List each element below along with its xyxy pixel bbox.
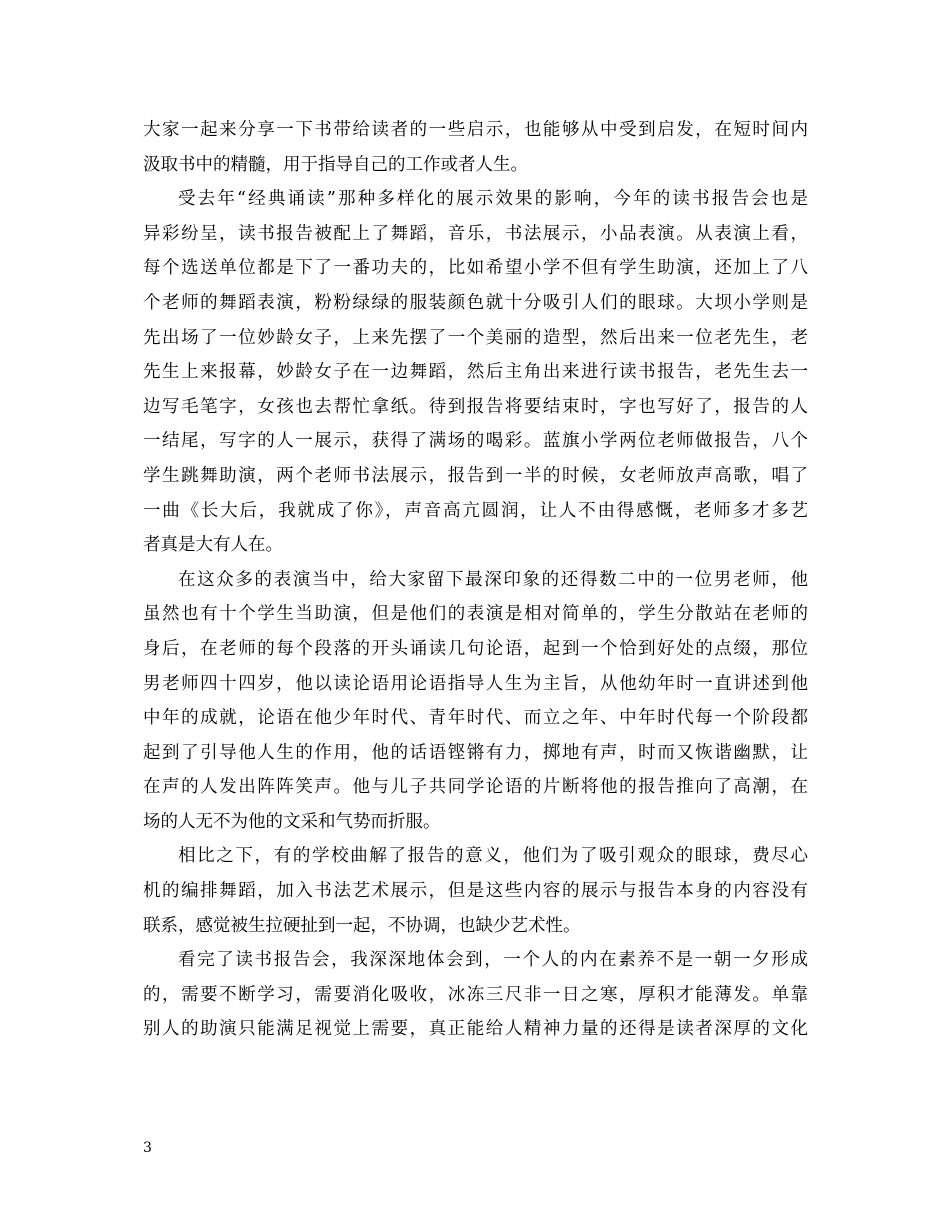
text-line: 虽然也有十个学生当助演，但是他们的表演是相对简单的，学生分散站在老师的 <box>143 604 808 625</box>
text-line: 场的人无不为他的文采和气势而折服。 <box>143 811 441 832</box>
text-line: 一结尾，写字的人一展示，获得了满场的喝彩。蓝旗小学两位老师做报告，八个 <box>143 431 808 452</box>
paragraph <box>143 113 808 182</box>
text-line: 大家一起来分享一下书带给读者的一些启示，也能够从中受到启发，在短时间内 <box>143 120 808 140</box>
text-line: 先生上来报幕，妙龄女子在一边舞蹈，然后主角出来进行读书报告，老先生去一 <box>143 362 808 383</box>
text-line: 看完了读书报告会，我深深地体会到，一个人的内在素养不是一朝一夕形成 <box>178 950 808 971</box>
text-line: 联系，感觉被生拉硬扯到一起，不协调，也缺少艺术性。 <box>143 915 581 936</box>
text-line: 每个选送单位都是下了一番功夫的，比如希望小学不但有学生助演，还加上了八 <box>143 258 808 279</box>
text-line: 边写毛笔字，女孩也去帮忙拿纸。待到报告将要结束时，字也写好了，报告的人 <box>143 396 808 417</box>
text-line: 学生跳舞助演，两个老师书法展示，报告到一半的时候，女老师放声高歌，唱了 <box>143 465 808 486</box>
text-line: 机的编排舞蹈，加入书法艺术展示，但是这些内容的展示与报告本身的内容没有 <box>143 881 808 902</box>
text-line: 起到了引导他人生的作用，他的话语铿锵有力，掷地有声，时而又恢谐幽默，让 <box>143 742 808 763</box>
text-line: 者真是大有人在。 <box>143 535 283 556</box>
text-line: 中年的成就，论语在他少年时代、青年时代、而立之年、中年时代每一个阶段都 <box>143 708 808 729</box>
text-line: 别人的助演只能满足视觉上需要，真正能给人精神力量的还得是读者深厚的文化 <box>143 1019 808 1040</box>
text-line: 相比之下，有的学校曲解了报告的意义，他们为了吸引观众的眼球，费尽心 <box>178 846 808 867</box>
text-line: 一曲《长大后，我就成了你》，声音高亢圆润，让人不由得感慨，老师多才多艺 <box>143 500 808 521</box>
paragraph <box>143 943 808 1047</box>
text-line: 在这众多的表演当中，给大家留下最深印象的还得数二中的一位男老师，他 <box>178 569 808 590</box>
text-line: 受去年“经典诵读”那种多样化的展示效果的影响，今年的读书报告会也是 <box>178 189 808 210</box>
paragraph <box>143 839 808 943</box>
text-line: 汲取书中的精髓，用于指导自己的工作或者人生。 <box>143 154 528 175</box>
text-line: 在声的人发出阵阵笑声。他与儿子共同学论语的片断将他的报告推向了高潮，在 <box>143 777 808 798</box>
page-number: 3 <box>143 1140 152 1156</box>
text-line: 身后，在老师的每个段落的开头诵读几句论语，起到一个恰到好处的点缀，那位 <box>143 638 808 659</box>
text-line: 异彩纷呈，读书报告被配上了舞蹈，音乐，书法展示，小品表演。从表演上看， <box>143 223 808 244</box>
text-line: 个老师的舞蹈表演，粉粉绿绿的服装颜色就十分吸引人们的眼球。大坝小学则是 <box>143 292 808 313</box>
paragraph <box>143 182 808 563</box>
paragraph <box>143 563 808 840</box>
text-line: 先出场了一位妙龄女子，上来先摆了一个美丽的造型，然后出来一位老先生，老 <box>143 327 808 348</box>
text-line: 的，需要不断学习，需要消化吸收，冰冻三尺非一日之寒，厚积才能薄发。单靠 <box>143 984 808 1005</box>
body-text <box>143 113 808 1047</box>
text-line: 男老师四十四岁，他以读论语用论语指导人生为主旨，从他幼年时一直讲述到他 <box>143 673 808 694</box>
